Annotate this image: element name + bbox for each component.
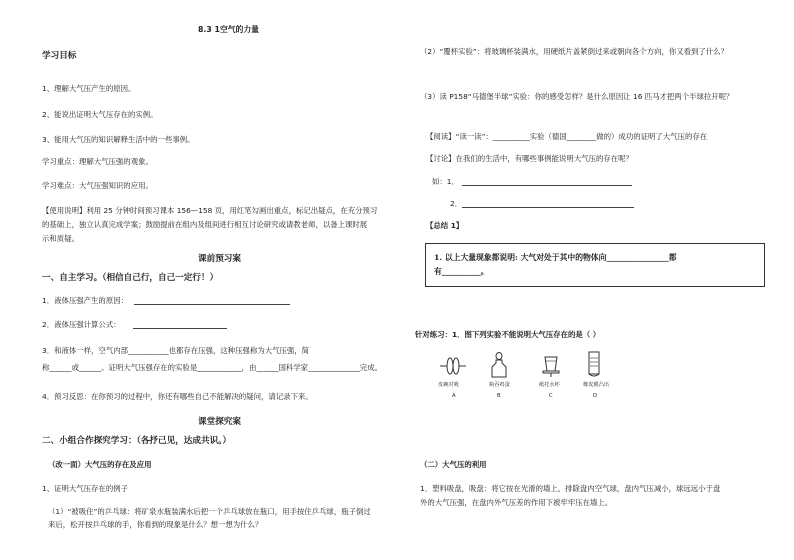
difficulty: 学习难点：大气压强知识的应用。: [42, 181, 153, 190]
figure-c-letter: C: [549, 393, 553, 399]
example-2-prefix: 2．: [450, 199, 463, 208]
group-heading: 二、小组合作探究学习：（各抒己见，达成共识。）: [42, 436, 232, 446]
figure-d-letter: D: [593, 393, 597, 399]
usage-line-2: 的基础上，独立认真完成学案；鼓励提前在组内及组间进行相互讨论研究或请教老师，以备上课时展: [42, 220, 368, 229]
goal-1: 1、理解大气压产生的原因。: [42, 84, 136, 93]
suction-cup-line-1: 1．塑料吸盘，吸盘：将它按在光滑的墙上，排除盘内空气球，盘内气压减小，球远远小于盘: [420, 484, 721, 493]
paper-cup-icon: [540, 355, 562, 377]
suction-cup-line-2: 外的大气压强，在盘内外气压差的作用下被牢牢压在墙上。: [420, 498, 613, 507]
goals-heading: 学习目标: [42, 51, 77, 61]
question-2: 2．液体压强计算公式：: [42, 320, 121, 329]
question-3-line-2: 称______或______。证明大气压强存在的实验是____________，由______国科学家______________完成。: [42, 363, 382, 372]
summary-box: [425, 243, 765, 287]
self-study-heading: 一、自主学习。（相信自己行，自己一定行！）: [42, 273, 219, 283]
question-3-line-1: 3．和液体一样，空气内部___________也都存在压强，这种压强称为大气压强，简: [42, 346, 310, 355]
inquiry-heading: 课堂探究案: [198, 417, 241, 427]
rubber-membrane-icon: [586, 350, 602, 378]
figure-a-letter: A: [452, 393, 456, 399]
figure-a-caption: 皮碗对吸: [438, 382, 459, 388]
page-title: 8.3 1空气的力量: [198, 25, 259, 34]
answer-line-2[interactable]: [133, 328, 227, 329]
figure-c-caption: 纸托水杯: [539, 382, 560, 388]
figure-d-caption: 橡皮膜凸出: [583, 382, 609, 388]
summary-label: 【总结 1】: [426, 221, 464, 230]
experiment-3: （3）读 P158“马德堡半球”实验：你的感受怎样？是什么原因让 16 匹马才把两个半球拉开呢？: [420, 92, 734, 101]
key-point: 学习重点：理解大气压强的观象。: [42, 157, 153, 166]
reading-note: 【阅读】“读一读”：__________实验（德国________做的）成功的证明了大气压的存在: [426, 132, 708, 141]
figure-b-caption: 瓶吞鸡蛋: [489, 382, 510, 388]
practice-question: 针对练习：1．图下列实验不能说明大气压存在的是（ ）: [415, 330, 601, 339]
experiment-1-line-1: （1）“被吸住”的乒乓球：将矿泉水瓶装满水后把一个乒乓球放在瓶口，用手按住乒乓球，瓶子倒过: [48, 507, 371, 516]
goal-3: 3、能用大气压的知识解释生活中的一些事例。: [42, 135, 195, 144]
answer-line-1[interactable]: [134, 304, 290, 305]
summary-text-line-1: 1. 以上大量现象都说明: 大气对处于其中的物体向________________都: [434, 253, 677, 262]
bottle-egg-icon: [490, 352, 508, 378]
part-1-heading: （改一面）大气压的存在及应用: [48, 460, 152, 469]
example-2-line[interactable]: [462, 207, 634, 208]
experiment-2: （2）“覆杯实验”：将玻璃杯装满水，用硬纸片盖紧倒过来或朝向各个方向，你又看到了什么？: [420, 47, 728, 56]
experiment-1-line-2: 来后，松开按乒乓球的手，你看到的现象是什么？想一想为什么？: [48, 520, 263, 529]
part-2-heading: （二）大气压的利用: [420, 460, 487, 469]
discussion-note: 【讨论】在我们的生活中，有哪些事例能说明大气压的存在呢？: [426, 154, 633, 163]
preview-heading: 课前预习案: [198, 254, 241, 264]
example-1-line[interactable]: [462, 185, 632, 186]
goal-2: 2、能说出证明大气压存在的实例。: [42, 110, 158, 119]
example-heading: 1、证明大气压存在的例子: [42, 484, 129, 493]
example-1-prefix: 如：1．: [432, 177, 459, 186]
suction-cups-icon: [440, 356, 466, 376]
question-4: 4．预习反思：在你预习的过程中，你还有哪些自己不能解决的疑问，请记录下来。: [42, 392, 313, 401]
figure-b-letter: B: [497, 393, 501, 399]
usage-line-1: 【使用说明】利用 25 分钟时间预习课本 156—158 页，用红笔勾画出重点，标记出疑点，在充分预习: [42, 206, 378, 215]
summary-text-line-2: 有__________。: [434, 267, 489, 276]
question-1: 1．液体压强产生的原因：: [42, 296, 129, 305]
usage-line-3: 示和质疑。: [42, 234, 79, 243]
